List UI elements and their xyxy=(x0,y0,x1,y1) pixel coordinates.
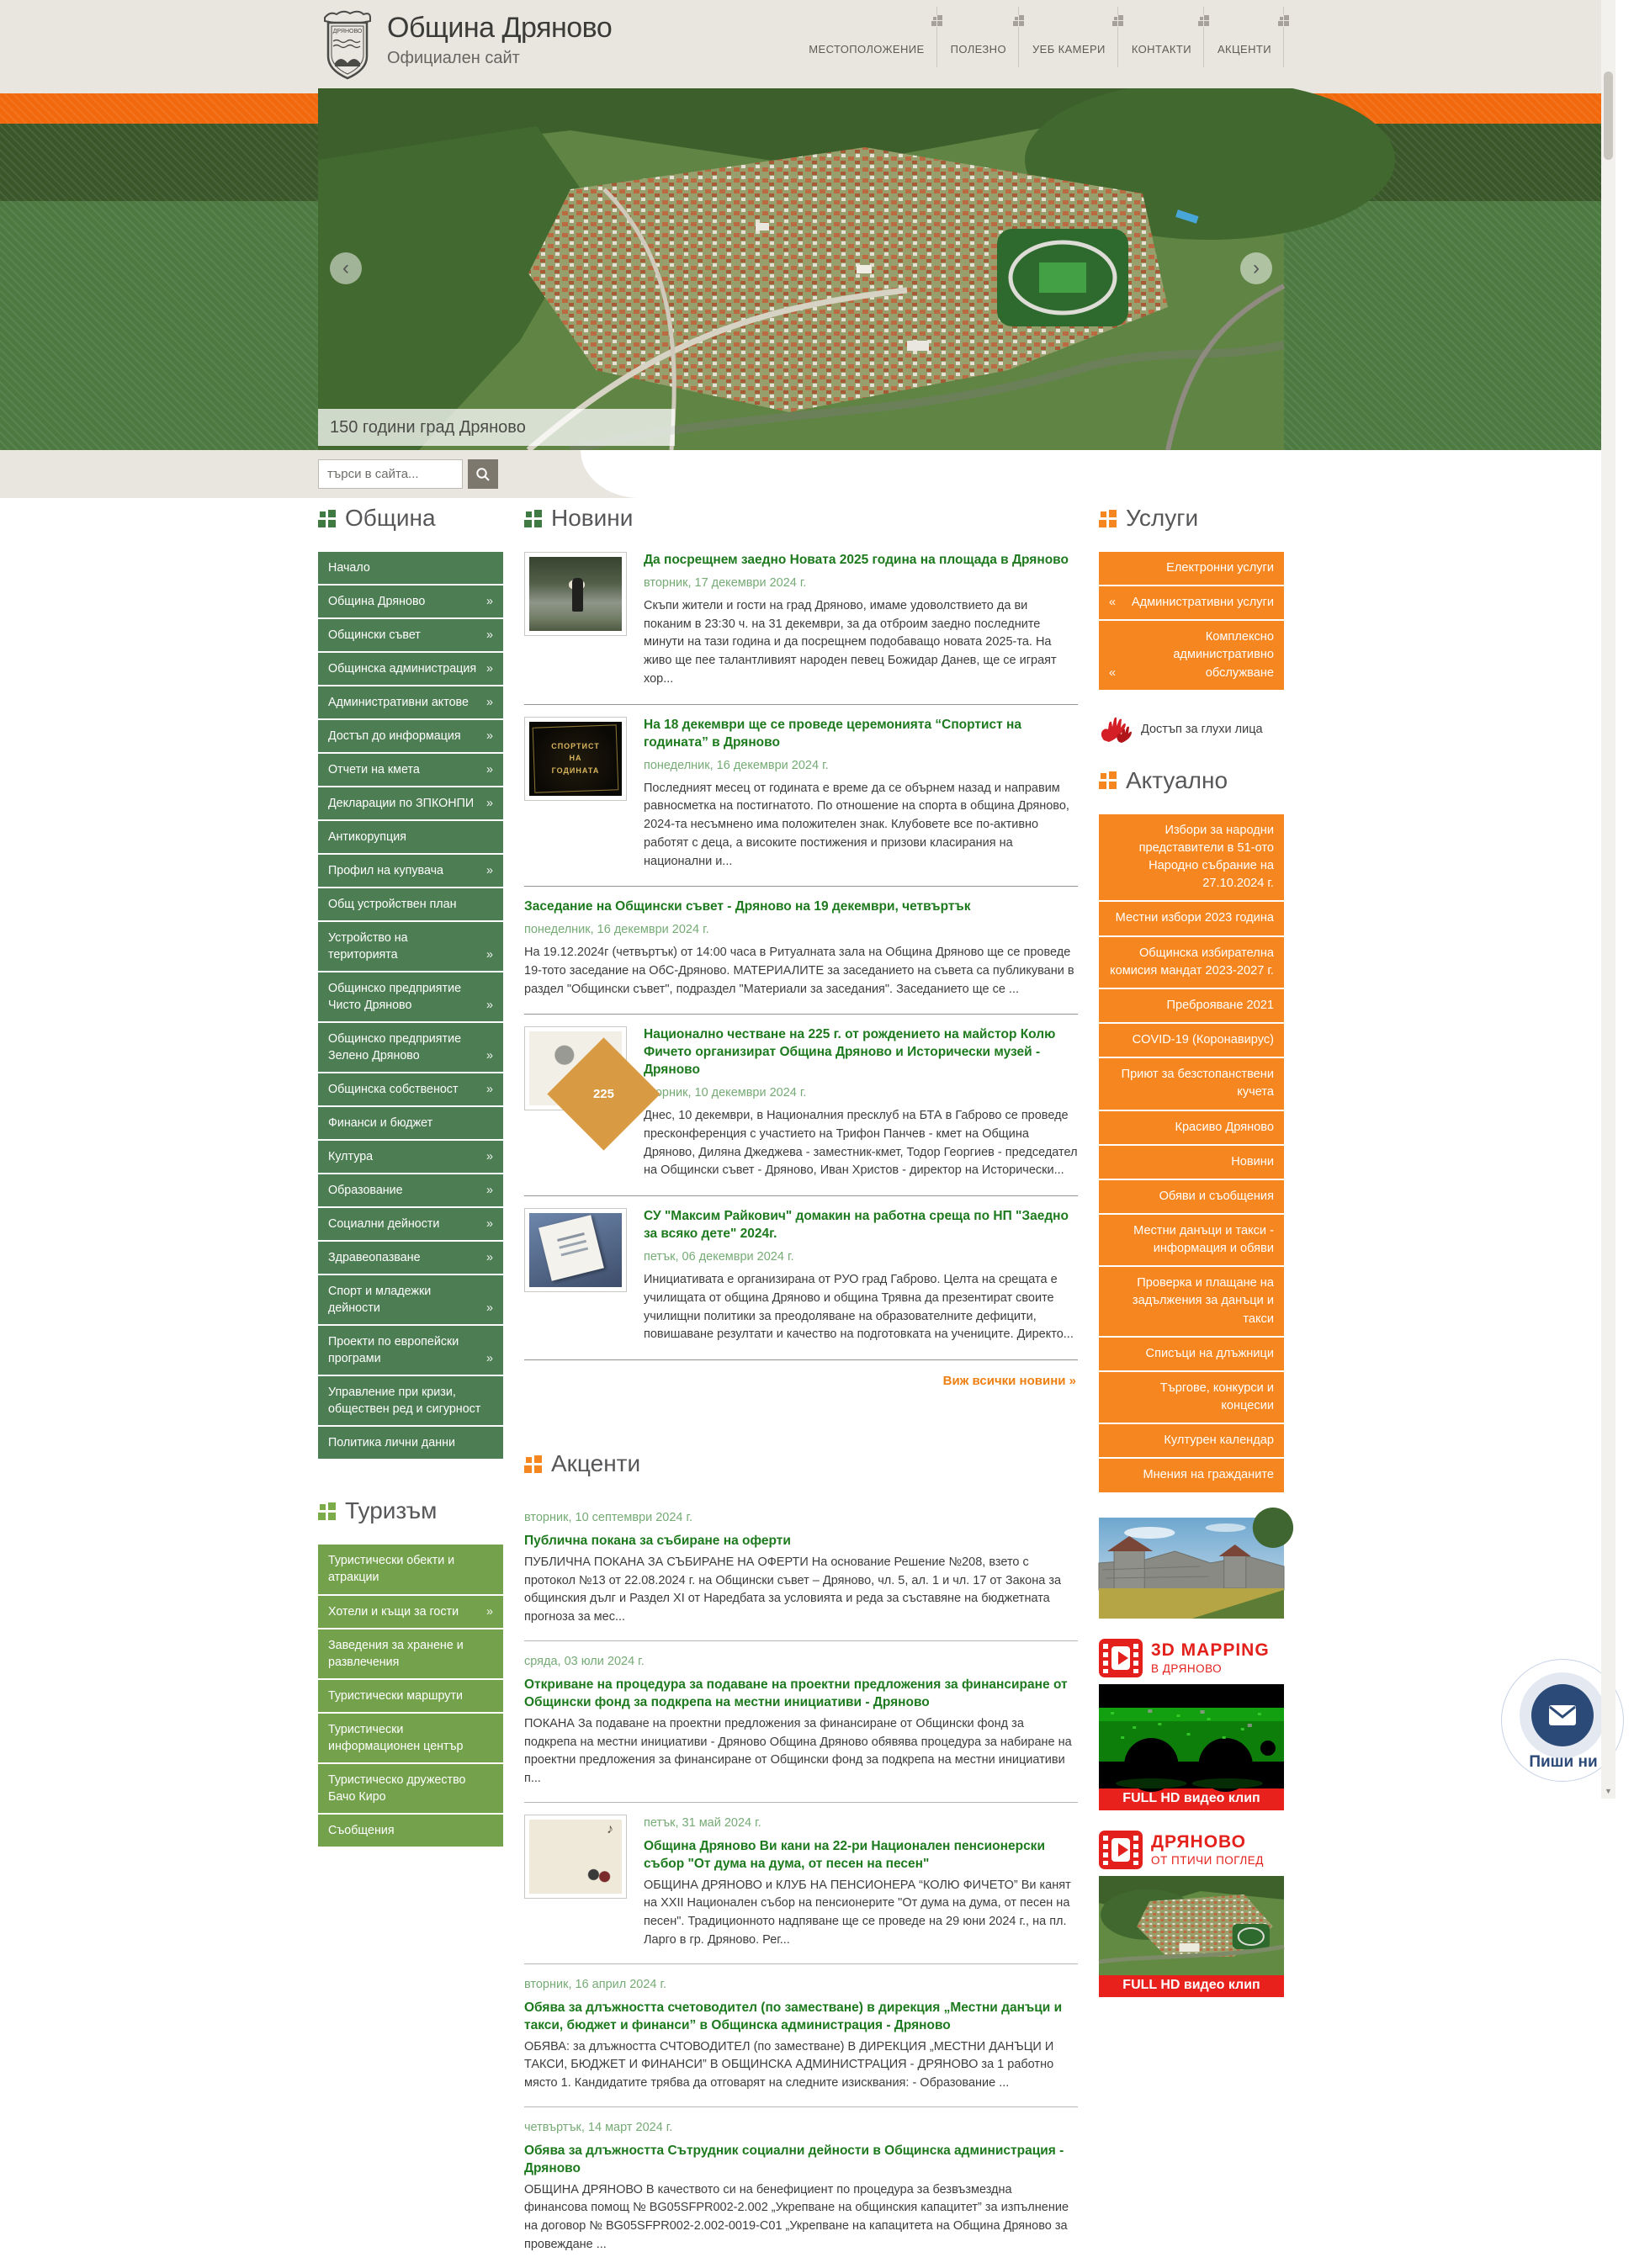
sidebar-menu-item[interactable] xyxy=(318,922,503,971)
sidebar-menu-item[interactable] xyxy=(318,1427,503,1459)
search-band xyxy=(0,450,1615,498)
chevron-right-icon: » xyxy=(486,999,493,1013)
scroll-down-arrow[interactable]: ▼ xyxy=(1605,1787,1612,1795)
news-item xyxy=(524,552,1078,705)
service-button[interactable] xyxy=(1099,621,1284,689)
film-play-icon xyxy=(1099,1831,1143,1869)
aktualno-button-label: Мнения на гражданите xyxy=(1143,1468,1274,1482)
akcent-title-link[interactable]: Публична покана за събиране на оферти xyxy=(524,1534,791,1549)
news-title-link[interactable]: На 18 декември ще се проведе церемонията “Спортист на годината” в Дряново xyxy=(644,717,1022,750)
section-title: Актуално xyxy=(1126,766,1228,793)
hero-stripes-left xyxy=(0,88,318,450)
site-title: Община Дряново xyxy=(387,12,613,44)
akcent-title-link[interactable]: Откриване на процедура за подаване на проектни предложения за финансиране от Общински фонд за подкрепа на местни инициативи - Дряново xyxy=(524,1677,1068,1709)
chevron-right-icon: » xyxy=(486,797,493,811)
sidebar-menu-item-label: Финанси и бюджет xyxy=(328,1116,433,1131)
chevron-right-icon: » xyxy=(486,763,493,777)
news-thumbnail-image xyxy=(529,722,622,796)
sidebar-menu-item[interactable] xyxy=(318,1242,503,1274)
akcent-title-link[interactable]: Обява за длъжността Сътрудник социални дейности в Общинска администрация - Дряново xyxy=(524,2143,1064,2175)
aktualno-button-label: Общинска избирателна комисия мандат 2023-2027 г. xyxy=(1110,946,1274,978)
sidebar-menu-item-label: Община Дряново xyxy=(328,595,426,609)
akcent-title-link[interactable]: Обява за длъжността счетоводител (по заместване) в дирекция „Местни данъци и такси, бюджет и финанси” в Общинска администрация - Дряново xyxy=(524,2000,1063,2032)
view-all-news-link[interactable]: Виж всички новини » xyxy=(942,1374,1076,1389)
sidebar-menu-item[interactable] xyxy=(318,686,503,718)
service-button[interactable] xyxy=(1099,586,1284,619)
chevron-right-icon: » xyxy=(486,1083,493,1097)
sidebar-menu-item-label: Туристически маршрути xyxy=(328,1688,463,1703)
sidebar-menu-item[interactable] xyxy=(318,1376,503,1425)
sidebar-menu-item[interactable] xyxy=(318,972,503,1021)
news-item xyxy=(524,887,1078,1015)
sidebar-menu-item[interactable] xyxy=(318,855,503,887)
akcent-text: ПУБЛИЧНА ПОКАНА ЗА СЪБИРАНЕ НА ОФЕРТИ На основание Решение №208, взето с протокол №13 от 22.08.2024 г. на Общински съвет – Дряново, чл. 5, ал. 1 и чл. 17 от Закона за общинския дълг и Раздел XI от Наредбата за условията и реда за съставяне на бюджетната прогноза за мес... xyxy=(524,1555,1062,1624)
akcent-thumbnail-image xyxy=(529,1820,622,1894)
chevron-right-icon: » xyxy=(486,864,493,878)
mapping-banner-subtitle: В ДРЯНОВО xyxy=(1151,1661,1223,1675)
akcent-date: вторник, 16 април 2024 г. xyxy=(524,1977,667,1991)
section-title: Новини xyxy=(551,505,634,531)
hero-prev-button[interactable]: ‹ xyxy=(330,252,362,284)
green-grid-icon xyxy=(318,510,336,527)
chevron-right-icon: » xyxy=(486,948,493,962)
sidebar-menu-item-label: Съобщения xyxy=(328,1823,395,1837)
news-title-link[interactable]: Да посрещнем заедно Новата 2025 година на площада в Дряново xyxy=(644,553,1069,567)
sidebar-menu-item-label: Общинска администрация xyxy=(328,662,477,676)
sidebar-menu-item-label: Профил на купувача xyxy=(328,864,443,878)
top-nav-item[interactable] xyxy=(937,7,1019,67)
coat-of-arms-icon xyxy=(318,8,377,82)
section-title: Община xyxy=(345,505,436,531)
sidebar-menu-item[interactable] xyxy=(318,1141,503,1173)
sidebar-menu-item[interactable] xyxy=(318,720,503,752)
aktualno-button-label: COVID-19 (Коронавирус) xyxy=(1132,1033,1274,1047)
aktualno-button[interactable] xyxy=(1099,1024,1284,1057)
sidebar-menu-item-label: Общинско предприятие Чисто Дряново xyxy=(328,982,462,1013)
news-date: понеделник, 16 декември 2024 г. xyxy=(524,923,709,937)
sidebar-menu-item[interactable] xyxy=(318,1714,503,1762)
top-nav-label: ПОЛЕЗНО xyxy=(950,43,1006,56)
fortress-illustration xyxy=(1099,1518,1284,1619)
service-button[interactable] xyxy=(1099,552,1284,585)
news-title-link[interactable]: СУ "Максим Райкович" домакин на работна среща по НП "Заедно за всяко дете" 2024г. xyxy=(644,1209,1069,1242)
chevron-right-icon: » xyxy=(486,1217,493,1232)
akcent-item xyxy=(524,1803,1078,1964)
sidebar-menu-item[interactable] xyxy=(318,1680,503,1712)
deaf-access-label: Достъп за глухи лица xyxy=(1141,722,1263,736)
top-nav-label: КОНТАКТИ xyxy=(1131,43,1191,56)
akcent-title-link[interactable]: Община Дряново Ви кани на 22-ри Национален пенсионерски събор "От дума на дума, от песен на песен" xyxy=(644,1838,1045,1871)
search-icon xyxy=(475,467,491,482)
aktualno-button-label: Списъци на длъжници xyxy=(1145,1346,1274,1360)
sidebar-menu-item-label: Политика лични данни xyxy=(328,1436,455,1450)
top-nav-label: АКЦЕНТИ xyxy=(1217,43,1271,56)
sidebar-menu-item-label: Спорт и младежки дейности xyxy=(328,1285,432,1316)
section-title: Услуги xyxy=(1126,505,1199,531)
service-button-label: Електронни услуги xyxy=(1166,561,1274,575)
chevron-right-icon: » xyxy=(486,1049,493,1063)
sidebar-menu-item-label: Туристически обекти и атракции xyxy=(328,1554,455,1585)
sidebar-menu-item[interactable] xyxy=(318,1596,503,1628)
top-nav-item[interactable] xyxy=(1118,7,1204,67)
aktualno-button-label: Местни данъци и такси - информация и обяви xyxy=(1133,1223,1274,1256)
sidebar-menu-item[interactable] xyxy=(318,787,503,819)
top-nav-item[interactable] xyxy=(1204,7,1284,67)
aktualno-button[interactable] xyxy=(1099,1146,1284,1179)
chevron-right-icon: » xyxy=(486,662,493,676)
news-date: понеделник, 16 декември 2024 г. xyxy=(644,758,829,772)
aktualno-button[interactable] xyxy=(1099,1338,1284,1370)
hero-caption: 150 години град Дряново xyxy=(318,409,675,446)
sidebar-menu-item-label: Антикорупция xyxy=(328,830,406,845)
bird-view-video-thumbnail[interactable] xyxy=(1099,1876,1284,1975)
news-title-link[interactable]: Национално честване на 225 г. от рождението на майстор Колю Фичето организират Община Дряново и Исторически музей - Дряново xyxy=(644,1027,1056,1078)
sidebar-menu-item-label: Управление при кризи, обществен ред и сигурност xyxy=(328,1386,481,1417)
aktualno-button[interactable] xyxy=(1099,1215,1284,1265)
right-sidebar xyxy=(1099,505,1284,2268)
news-thumbnail-image xyxy=(529,1213,622,1287)
main-content xyxy=(318,505,1284,2268)
aktualno-button-label: Избори за народни представители в 51-ото Народно събрание на 27.10.2024 г. xyxy=(1138,823,1274,891)
aktualno-button-label: Местни избори 2023 година xyxy=(1115,911,1274,925)
sidebar-menu-item-label: Административни актове xyxy=(328,696,469,710)
fullhd-video-link[interactable]: FULL HD видео клип xyxy=(1099,1975,1284,1997)
news-date: вторник, 17 декември 2024 г. xyxy=(644,575,807,590)
news-item xyxy=(524,1196,1078,1360)
sidebar-menu-item[interactable] xyxy=(318,1208,503,1240)
sidebar-menu-item[interactable] xyxy=(318,1073,503,1105)
sidebar-menu-item[interactable] xyxy=(318,552,503,584)
sidebar-menu-item-label: Туристически информационен център xyxy=(328,1722,464,1753)
services-menu xyxy=(1099,552,1284,690)
grid-icon xyxy=(1278,15,1290,27)
sidebar-menu-item-label: Общинско предприятие Зелено Дряново xyxy=(328,1032,462,1063)
chevron-right-icon: » xyxy=(486,729,493,744)
section-title: Туризъм xyxy=(345,1497,438,1524)
sidebar-menu-item[interactable] xyxy=(318,1107,503,1139)
akcent-text: ПОКАНА За подаване на проектни предложения за финансиране от Общински фонд за подкрепа на местни инициативи - Дряново Община Дряново обявява процедура за набиране на проектни предложения за финансиране от Общински фонд за подкрепа на местни инициативи п... xyxy=(524,1716,1072,1786)
aktualno-button[interactable] xyxy=(1099,1459,1284,1492)
sidebar-menu-item[interactable] xyxy=(318,1764,503,1813)
akcent-item xyxy=(524,1497,1078,1641)
chevron-right-icon: » xyxy=(486,1150,493,1164)
orange-grid-icon xyxy=(1099,771,1117,789)
deaf-access-link[interactable] xyxy=(1099,715,1284,744)
akcent-item xyxy=(524,1641,1078,1803)
news-thumbnail-image xyxy=(529,1031,622,1105)
akcent-date: сряда, 03 юли 2024 г. xyxy=(524,1654,645,1668)
mapping-banner-title: 3D MAPPING xyxy=(1151,1640,1270,1660)
sidebar-menu-item[interactable] xyxy=(318,619,503,651)
section-header-services xyxy=(1099,505,1284,532)
back-arrow-icon: « xyxy=(1109,596,1117,610)
chevron-right-icon: » xyxy=(486,1184,493,1198)
sidebar-menu-item[interactable] xyxy=(318,1545,503,1593)
news-text: Скъпи жители и гости на град Дряново, имаме удоволствието да ви поканим в 23:30 ч. на 31 декември, за да отброим заедно последните минути на тази година и да посрещнем подобаващо новата 2025-та. На живо ще пее талантливият народен певец Божидар Данев, ще се играят хор... xyxy=(644,598,1057,686)
aktualno-button-label: Красиво Дряново xyxy=(1175,1120,1274,1134)
sidebar-menu-item[interactable] xyxy=(318,754,503,786)
news-text: Последният месец от годината е време да се обърнем назад и направим равносметка на постигнатото. По отношение на спорта в община Дряново, 2024-та несъмнено има положителен знак. Клубовете все по-активно работят с деца, а високите постижения и призови класирания на национални и... xyxy=(644,781,1069,868)
akcent-thumbnail[interactable] xyxy=(524,1815,627,1899)
sidebar-menu-item-label: Начало xyxy=(328,561,370,575)
aktualno-button[interactable] xyxy=(1099,902,1284,935)
hero-banner xyxy=(0,88,1615,450)
sidebar-menu-item[interactable] xyxy=(318,653,503,685)
sidebar-menu-item-label: Общински съвет xyxy=(328,628,421,643)
sidebar-menu-item-label: Здравеопазване xyxy=(328,1251,421,1265)
chevron-right-icon: » xyxy=(486,628,493,643)
chevron-right-icon: » xyxy=(486,1251,493,1265)
akcenti-list xyxy=(524,1497,1078,2268)
akcent-date: вторник, 10 септември 2024 г. xyxy=(524,1511,693,1525)
akcent-text: ОБЩИНА ДРЯНОВО и КЛУБ НА ПЕНСИОНЕРА “КОЛЮ ФИЧЕТО” Ви канят на XXII Национален събор на пенсионерите "От дума на дума, от песен на песен". Традиционното надпяване ще се проведе на 29 юни 2024 г., на пл. Ларго в гр. Дряново. Рег... xyxy=(644,1878,1071,1947)
aktualno-button-label: Преброяване 2021 xyxy=(1166,998,1274,1012)
green-grid-icon xyxy=(524,510,542,527)
news-thumbnail[interactable] xyxy=(524,717,627,801)
contact-button-label: Пиши ни xyxy=(1529,1753,1598,1771)
news-text: На 19.12.2024г (четвъртък) от 14:00 часа в Ритуалната зала на Община Дряново ще се проведе 19-тото заседание на ОбС-Дряново. МАТЕРИАЛИТЕ за заседанието на съвета са публикувани в раздел "Общински съвет", подраздел "Материали за заседания". Заседанието ще се ... xyxy=(524,946,1074,996)
sidebar-menu-item-label: Хотели и къщи за гости xyxy=(328,1604,459,1619)
section-title: Акценти xyxy=(551,1450,641,1477)
akcent-item xyxy=(524,2107,1078,2268)
sidebar-menu-item-label: Достъп до информация xyxy=(328,729,461,744)
akcent-date: петък, 31 май 2024 г. xyxy=(644,1815,761,1830)
aktualno-button[interactable] xyxy=(1099,1267,1284,1335)
section-header-aktualno xyxy=(1099,767,1284,794)
news-text: Инициативата е организирана от РУО град Габрово. Целта на срещата е училищата от община Дряново и община Трявна да презентират своите училищни политики за преодоляване на образователните дефицити, повишаване резултати и качество на подготовката на учениците. Директо... xyxy=(644,1273,1074,1342)
aktualno-button-label: Културен календар xyxy=(1164,1433,1274,1448)
section-header-news xyxy=(524,505,1078,532)
green-bridge-illustration xyxy=(1099,1684,1284,1788)
aktualno-button[interactable] xyxy=(1099,937,1284,988)
orange-grid-icon xyxy=(524,1455,542,1473)
sign-language-hands-icon xyxy=(1099,715,1133,744)
news-title-link[interactable]: Заседание на Общински съвет - Дряново на 19 декември, четвъртък xyxy=(524,899,971,914)
hero-next-button[interactable]: › xyxy=(1240,252,1272,284)
news-thumbnail[interactable] xyxy=(524,1026,627,1110)
aktualno-button[interactable] xyxy=(1099,1424,1284,1457)
aktualno-button[interactable] xyxy=(1099,989,1284,1022)
sidebar-menu-item-label: Култура xyxy=(328,1150,374,1164)
section-header-tourism xyxy=(318,1497,503,1524)
sidebar-menu-item-label: Социални дейности xyxy=(328,1217,440,1232)
aktualno-button[interactable] xyxy=(1099,1058,1284,1109)
sidebar-menu-item[interactable] xyxy=(318,1023,503,1072)
aerial-thumb-illustration xyxy=(1099,1876,1284,1975)
chevron-right-icon: » xyxy=(486,1301,493,1316)
news-date: вторник, 10 декември 2024 г. xyxy=(644,1086,807,1100)
sidebar-menu-item-label: Устройство на територията xyxy=(328,931,408,962)
tourism-menu xyxy=(318,1545,503,1846)
sidebar-menu-item[interactable] xyxy=(318,1275,503,1324)
sidebar-menu-item[interactable] xyxy=(318,1326,503,1375)
fullhd-video-link[interactable]: FULL HD видео клип xyxy=(1099,1788,1284,1810)
orange-grid-icon xyxy=(1099,510,1117,527)
top-nav-item[interactable] xyxy=(795,7,936,67)
scrollbar-thumb[interactable] xyxy=(1604,72,1613,160)
obshtina-menu xyxy=(318,552,503,1459)
news-thumbnail[interactable] xyxy=(524,1208,627,1292)
scrollbar xyxy=(1601,0,1615,1799)
sidebar-menu-item[interactable] xyxy=(318,821,503,853)
back-arrow-icon: « xyxy=(1109,665,1117,680)
news-thumbnail-image xyxy=(529,557,622,631)
aktualno-menu xyxy=(1099,814,1284,1492)
film-play-icon xyxy=(1099,1639,1143,1677)
logo-text: ДРЯНОВО xyxy=(332,29,363,34)
sidebar-menu-item-label: Заведения за хранене и развлечения xyxy=(328,1638,464,1669)
fortress-photo[interactable] xyxy=(1099,1518,1284,1619)
sidebar-menu-item-label: Общ устройствен план xyxy=(328,898,457,912)
aktualno-button[interactable] xyxy=(1099,1111,1284,1144)
sidebar-menu-item[interactable] xyxy=(318,1815,503,1847)
bird-banner-title: ДРЯНОВО xyxy=(1151,1831,1247,1852)
3d-mapping-banner[interactable] xyxy=(1099,1635,1284,1684)
site-subtitle: Официален сайт xyxy=(387,49,520,67)
news-date: петък, 06 декември 2024 г. xyxy=(644,1250,794,1264)
top-nav-item[interactable] xyxy=(1019,7,1118,67)
news-list xyxy=(524,552,1078,1360)
hero-aerial-photo xyxy=(318,88,1284,450)
site-header xyxy=(0,0,1615,88)
chevron-right-icon: » xyxy=(486,595,493,609)
sidebar-menu-item-label: Отчети на кмета xyxy=(328,763,420,777)
akcent-item xyxy=(524,1964,1078,2107)
aktualno-button[interactable] xyxy=(1099,814,1284,901)
sidebar-menu-item[interactable] xyxy=(318,1174,503,1206)
aktualno-button[interactable] xyxy=(1099,1180,1284,1213)
chevron-right-icon: » xyxy=(486,696,493,710)
sidebar-menu-item-label: Образование xyxy=(328,1184,403,1198)
sidebar-menu-item-label: Общинска собственост xyxy=(328,1083,459,1097)
sidebar-menu-item[interactable] xyxy=(318,1629,503,1678)
municipality-logo[interactable] xyxy=(318,8,377,82)
akcent-date: четвъртък, 14 март 2024 г. xyxy=(524,2120,673,2134)
top-nav-label: МЕСТОПОЛОЖЕНИЕ xyxy=(809,43,925,56)
news-column xyxy=(524,505,1078,2268)
sidebar-menu-item-label: Проекти по европейски програми xyxy=(328,1335,459,1366)
service-button-label: Административни услуги xyxy=(1131,596,1274,610)
sidebar-menu-item[interactable] xyxy=(318,586,503,617)
section-header-akcenti xyxy=(524,1450,1078,1477)
chevron-right-icon: » xyxy=(486,1352,493,1366)
aktualno-button-label: Проверка и плащане на задължения за данъци и такси xyxy=(1132,1276,1274,1326)
decorative-curve xyxy=(581,450,1615,498)
section-header-obshtina xyxy=(318,505,503,532)
news-thumbnail[interactable] xyxy=(524,552,627,636)
akcent-text: ОБЯВА: за длъжността СЧТОВОДИТЕЛ (по заместване) В ДИРЕКЦИЯ „МЕСТНИ ДАНЪЦИ И ТАКСИ, БЮДЖЕТ И ФИНАНСИ” В ОБЩИНСКА АДМИНИСТРАЦИЯ - ДРЯНОВО за 1 работно място 1. Кандидатите трябва да отговарят на следните изисквания: - Образование ... xyxy=(524,2039,1054,2090)
service-button-label: Комплексно административно обслужване xyxy=(1173,630,1274,680)
aktualno-button-label: Търгове, конкурси и концесии xyxy=(1159,1380,1274,1413)
bird-view-banner[interactable] xyxy=(1099,1827,1284,1876)
left-sidebar xyxy=(318,505,503,2268)
search-button[interactable] xyxy=(468,459,498,489)
news-text: Днес, 10 декември, в Националния пресклуб на БТА в Габрово се проведе пресконференция с участието на Трифон Панчев - кмет на Община Дряново, Диляна Джеджева - заместник-кмет, Тодор Георгиев - председател на Общински съвет - Дряново, Иван Христов - директор на Исторически... xyxy=(644,1109,1078,1178)
aerial-town-illustration xyxy=(318,88,1284,450)
aktualno-button-label: Обяви и съобщения xyxy=(1159,1189,1274,1203)
search-input[interactable] xyxy=(318,459,463,489)
chevron-right-icon: » xyxy=(486,1604,493,1619)
aktualno-button-label: Приют за безстопанствени кучета xyxy=(1121,1068,1274,1100)
news-item xyxy=(524,1015,1078,1196)
news-item xyxy=(524,705,1078,888)
sidebar-menu-item[interactable] xyxy=(318,888,503,920)
bird-banner-subtitle: ОТ ПТИЧИ ПОГЛЕД xyxy=(1151,1853,1264,1867)
aktualno-button-label: Новини xyxy=(1231,1154,1274,1168)
akcent-text: ОБЩИНА ДРЯНОВО В качеството си на бенефициент по процедура за безвъзмездна финансова помощ № BG05SFPR002-2.002 „Укрепване на общинския капацитет” за изпълнение на договор № BG05SFPR002-2.002-0019-C01 „Укрепване на капацитета на Община Дряново за провеждане ... xyxy=(524,2182,1069,2251)
top-nav-label: УЕБ КАМЕРИ xyxy=(1032,43,1106,56)
3d-mapping-video-thumbnail[interactable] xyxy=(1099,1684,1284,1788)
top-nav xyxy=(795,7,1284,67)
sidebar-menu-item-label: Декларации по ЗПКОНПИ xyxy=(328,797,475,811)
lightgreen-grid-icon xyxy=(318,1502,336,1520)
sidebar-menu-item-label: Туристическо дружество Бачо Киро xyxy=(328,1773,466,1804)
envelope-icon xyxy=(1548,1704,1577,1726)
aktualno-button[interactable] xyxy=(1099,1372,1284,1423)
